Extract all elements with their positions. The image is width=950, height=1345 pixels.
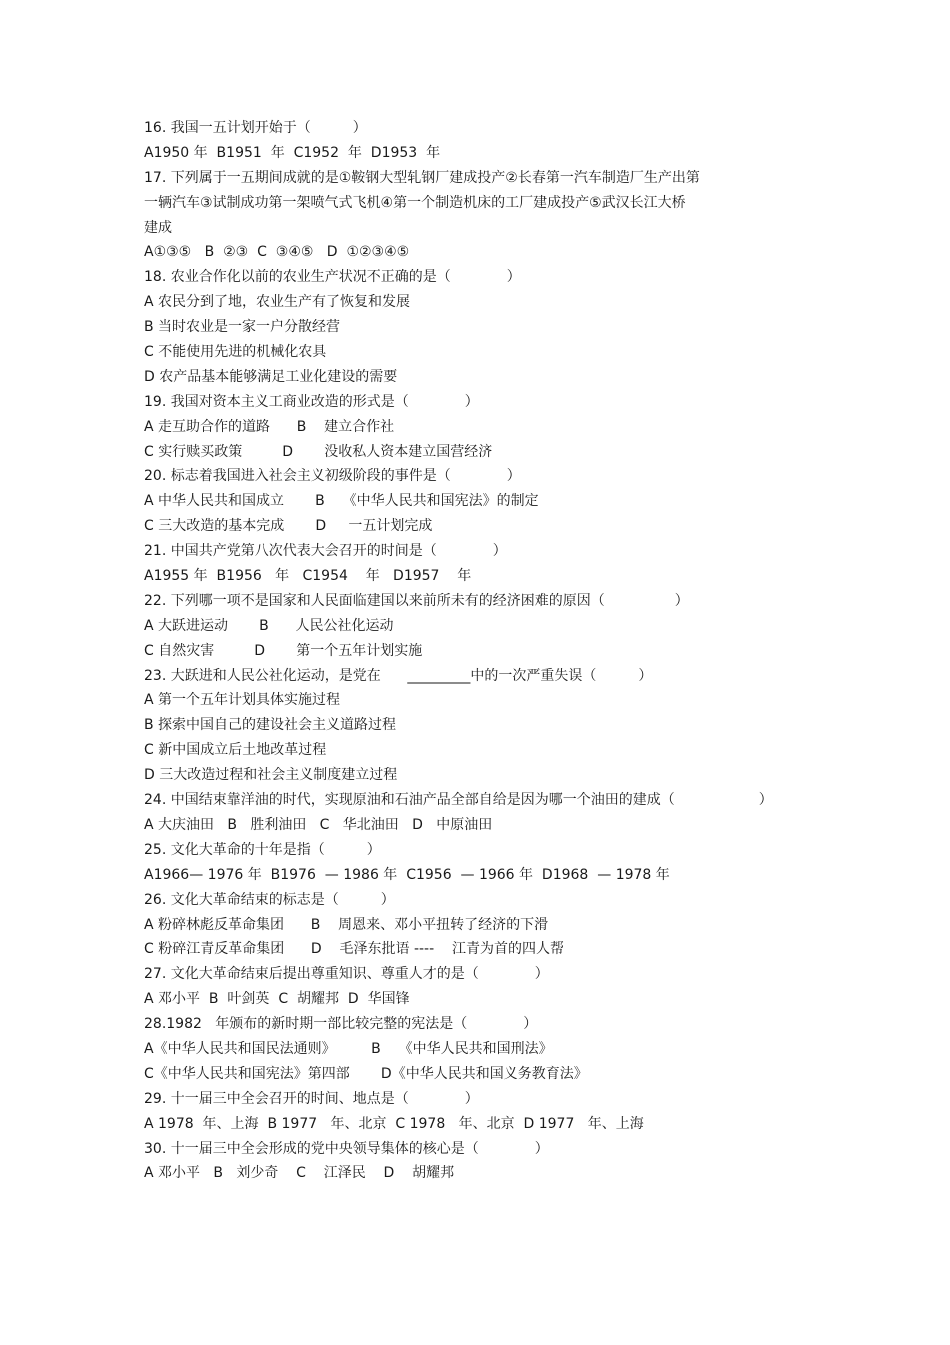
question-21: 21. 中国共产党第八次代表大会召开的时间是（ ） bbox=[144, 543, 507, 560]
question-23-option-d: D 三大改造过程和社会主义制度建立过程 bbox=[144, 767, 398, 784]
question-21-options: A1955 年 B1956 年 C1954 年 D1957 年 bbox=[144, 568, 472, 585]
question-18: 18. 农业合作化以前的农业生产状况不正确的是（ ） bbox=[144, 269, 521, 286]
question-29-options: A 1978 年、上海 B 1977 年、北京 C 1978 年、北京 D 1977 年、上海 bbox=[144, 1115, 644, 1132]
question-26-options-cd: C 粉碎江青反革命集团 D 毛泽东批语 ---- 江青为首的四人帮 bbox=[144, 941, 564, 958]
question-22: 22. 下列哪一项不是国家和人民面临建国以来前所未有的经济困难的原因（ ） bbox=[144, 592, 689, 609]
question-23-option-b: B 探索中国自己的建设社会主义道路过程 bbox=[144, 717, 397, 734]
question-16-options: A1950 年 B1951 年 C1952 年 D1953 年 bbox=[144, 144, 441, 161]
question-17-cont-2: 建成 bbox=[144, 219, 172, 236]
question-20-options-ab: A 中华人民共和国成立 B 《中华人民共和国宪法》的制定 bbox=[144, 493, 539, 510]
question-20-options-cd: C 三大改造的基本完成 D 一五计划完成 bbox=[144, 518, 433, 535]
question-27-options: A 邓小平 B 叶剑英 C 胡耀邦 D 华国锋 bbox=[144, 991, 410, 1008]
question-27: 27. 文化大革命结束后提出尊重知识、尊重人才的是（ ） bbox=[144, 966, 549, 983]
question-19-options-cd: C 实行赎买政策 D 没收私人资本建立国营经济 bbox=[144, 443, 493, 460]
question-26: 26. 文化大革命结束的标志是（ ） bbox=[144, 891, 395, 908]
question-22-options-cd: C 自然灾害 D 第一个五年计划实施 bbox=[144, 642, 423, 659]
question-29: 29. 十一届三中全会召开的时间、地点是（ ） bbox=[144, 1090, 479, 1107]
question-23-option-c: C 新中国成立后土地改革过程 bbox=[144, 742, 327, 759]
question-17: 17. 下列属于一五期间成就的是①鞍钢大型轧钢厂建成投产②长春第一汽车制造厂生产出第 bbox=[144, 169, 700, 186]
question-list bbox=[144, 116, 844, 1186]
question-26-options-ab: A 粉碎林彪反革命集团 B 周恩来、邓小平扭转了经济的下滑 bbox=[144, 916, 549, 933]
question-30-options: A 邓小平 B 刘少奇 C 江泽民 D 胡耀邦 bbox=[144, 1165, 455, 1182]
question-16: 16. 我国一五计划开始于（ ） bbox=[144, 120, 367, 136]
question-22-options-ab: A 大跃进运动 B 人民公社化运动 bbox=[144, 617, 394, 634]
question-19-options-ab: A 走互助合作的道路 B 建立合作社 bbox=[144, 418, 395, 435]
question-25: 25. 文化大革命的十年是指（ ） bbox=[144, 841, 381, 858]
question-18-option-b: B 当时农业是一家一户分散经营 bbox=[144, 319, 341, 336]
question-24: 24. 中国结束靠洋油的时代，实现原油和石油产品全部自给是因为哪一个油田的建成（ ） bbox=[144, 792, 773, 809]
question-20: 20. 标志着我国进入社会主义初级阶段的事件是（ ） bbox=[144, 468, 521, 485]
question-23-option-a: A 第一个五年计划具体实施过程 bbox=[144, 692, 341, 709]
question-19: 19. 我国对资本主义工商业改造的形式是（ ） bbox=[144, 393, 479, 410]
question-28-options-ab: A《中华人民共和国民法通则》 B 《中华人民共和国刑法》 bbox=[144, 1040, 553, 1057]
question-17-options: A①③⑤ B ②③ C ③④⑤ D ①②③④⑤ bbox=[144, 244, 410, 261]
question-18-option-d: D 农产品基本能够满足工业化建设的需要 bbox=[144, 368, 398, 385]
question-17-cont: 一辆汽车③试制成功第一架喷气式飞机④第一个制造机床的工厂建成投产⑤武汉长江大桥 bbox=[144, 194, 686, 211]
question-18-option-a: A 农民分到了地，农业生产有了恢复和发展 bbox=[144, 294, 411, 311]
question-23: 23. 大跃进和人民公社化运动，是党在 _________中的一次严重失误（ ） bbox=[144, 667, 653, 684]
question-18-option-c: C 不能使用先进的机械化农具 bbox=[144, 344, 327, 361]
question-28-options-cd: C《中华人民共和国宪法》第四部 D《中华人民共和国义务教育法》 bbox=[144, 1065, 588, 1082]
question-28: 28.1982 年颁布的新时期一部比较完整的宪法是（ ） bbox=[144, 1016, 538, 1033]
question-30: 30. 十一届三中全会形成的党中央领导集体的核心是（ ） bbox=[144, 1140, 549, 1157]
question-24-options: A 大庆油田 B 胜利油田 C 华北油田 D 中原油田 bbox=[144, 816, 493, 833]
question-25-options: A1966— 1976 年 B1976 — 1986 年 C1956 — 1966 年 D1968 — 1978 年 bbox=[144, 866, 670, 883]
